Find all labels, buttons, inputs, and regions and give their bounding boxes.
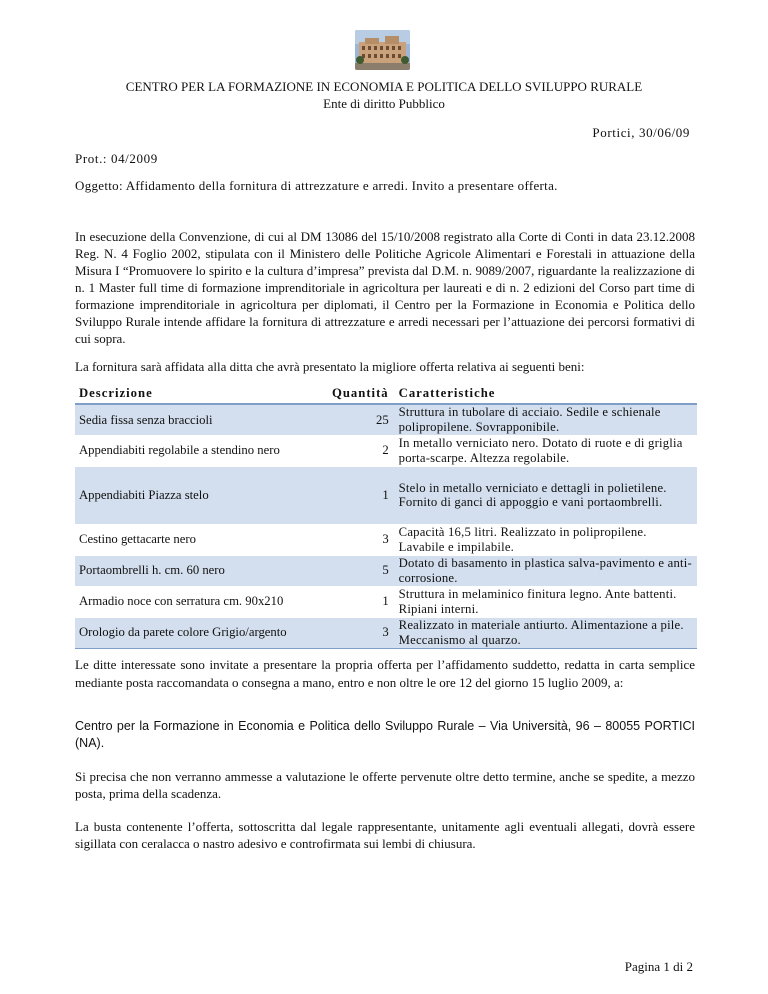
deadline-paragraph: Si precisa che non verranno ammesse a valutazione le offerte pervenute oltre detto termine, anche se spedite, a mezzo posta, prima della scadenza. bbox=[75, 769, 695, 801]
cell-descrizione: Appendiabiti regolabile a stendino nero bbox=[75, 435, 328, 466]
table-row bbox=[75, 617, 697, 648]
cell-caratteristiche: Dotato di basamento in plastica salva-pavimento e anti-corrosione. bbox=[395, 555, 697, 586]
envelope-paragraph: La busta contenente l’offerta, sottoscritta dal legale rappresentante, unitamente agli eventuali allegati, dovrà essere sigillata con ceralacca o nastro adesivo e controfirmata sui lembi di chiusura. bbox=[75, 819, 695, 851]
address-paragraph: Centro per la Formazione in Economia e Politica dello Sviluppo Rurale – Via Università, 96 – 80055 PORTICI (NA). bbox=[75, 719, 695, 750]
cell-caratteristiche: Stelo in metallo verniciato e dettagli in polietilene. Fornito di ganci di appoggio e vani portaombrelli. bbox=[395, 466, 697, 524]
cell-descrizione: Appendiabiti Piazza stelo bbox=[75, 466, 328, 524]
org-subtitle: Ente di diritto Pubblico bbox=[323, 96, 445, 111]
cell-descrizione: Portaombrelli h. cm. 60 nero bbox=[75, 555, 328, 586]
cell-caratteristiche: Struttura in melaminico finitura legno. Ante battenti. Ripiani interni. bbox=[395, 586, 697, 617]
cell-caratteristiche: Struttura in tubolare di acciaio. Sedile e schienale polipropilene. Sovrapponibile. bbox=[395, 404, 697, 435]
intro-paragraph: In esecuzione della Convenzione, di cui al DM 13086 del 15/10/2008 registrato alla Corte di Conti in data 23.12.2008 Reg. N. 4 Foglio 2002, stipulata con il Ministero delle Politiche Agricole Alimentari e Forestali in attuazione della Misura I “Promuovere lo spirito e la cultura d’impresa” prevista dal D.M. n. 9089/2007, riguardante la realizzazione di n. 1 Master full time di formazione imprenditoriale in agricoltura per laureati e di n. 2 edizioni del Corso part time di formazione imprenditoriale in agricoltura per diplomati, il Centro per la Formazione in Economia e Politica dello Sviluppo Rurale intende affidare la fornitura di attrezzature e arredi necessari per l’attuazione dei percorsi formativi di cui sopra. bbox=[75, 229, 695, 346]
org-name: CENTRO PER LA FORMAZIONE IN ECONOMIA E POLITICA DELLO SVILUPPO RURALE bbox=[125, 79, 643, 94]
cell-caratteristiche: Realizzato in materiale antiurto. Alimentazione a pile. Meccanismo al quarzo. bbox=[395, 617, 697, 648]
cell-quantita: 1 bbox=[328, 466, 395, 524]
fornitura-paragraph: La fornitura sarà affidata alla ditta che avrà presentato la migliore offerta relativa ai seguenti beni: bbox=[75, 359, 585, 374]
header-quantita: Quantità bbox=[328, 384, 395, 404]
header-descrizione: Descrizione bbox=[75, 384, 328, 404]
table-row bbox=[75, 404, 697, 435]
table-row bbox=[75, 466, 697, 524]
header-caratteristiche: Caratteristiche bbox=[395, 384, 697, 404]
cell-quantita: 3 bbox=[328, 524, 395, 555]
protocol-number: Prot.: 04/2009 bbox=[75, 151, 158, 166]
cell-descrizione: Cestino gettacarte nero bbox=[75, 524, 328, 555]
table-header-row bbox=[75, 384, 697, 404]
cell-quantita: 3 bbox=[328, 617, 395, 648]
table-row bbox=[75, 555, 697, 586]
cell-descrizione: Armadio noce con serratura cm. 90x210 bbox=[75, 586, 328, 617]
invite-paragraph: Le ditte interessate sono invitate a presentare la propria offerta per l’affidamento suddetto, redatta in carta semplice mediante posta raccomandata o consegna a mano, entro e non oltre le ore 12 del giorno 15 luglio 2009, a: bbox=[75, 657, 695, 690]
table-row bbox=[75, 586, 697, 617]
cell-quantita: 25 bbox=[328, 404, 395, 435]
subject-line: Oggetto: Affidamento della fornitura di attrezzature e arredi. Invito a presentare offerta. bbox=[75, 178, 558, 193]
cell-quantita: 2 bbox=[328, 435, 395, 466]
cell-caratteristiche: In metallo verniciato nero. Dotato di ruote e di griglia porta-scarpe. Altezza regolabile. bbox=[395, 435, 697, 466]
cell-quantita: 5 bbox=[328, 555, 395, 586]
goods-table bbox=[75, 384, 697, 649]
page-number: Pagina 1 di 2 bbox=[624, 959, 693, 974]
cell-descrizione: Sedia fissa senza braccioli bbox=[75, 404, 328, 435]
cell-descrizione: Orologio da parete colore Grigio/argento bbox=[75, 617, 328, 648]
cell-quantita: 1 bbox=[328, 586, 395, 617]
table-row bbox=[75, 524, 697, 555]
place-date: Portici, 30/06/09 bbox=[592, 125, 690, 140]
cell-caratteristiche: Capacità 16,5 litri. Realizzato in polipropilene. Lavabile e impilabile. bbox=[395, 524, 697, 555]
palace-building-logo-icon bbox=[355, 30, 410, 70]
table-row bbox=[75, 435, 697, 466]
